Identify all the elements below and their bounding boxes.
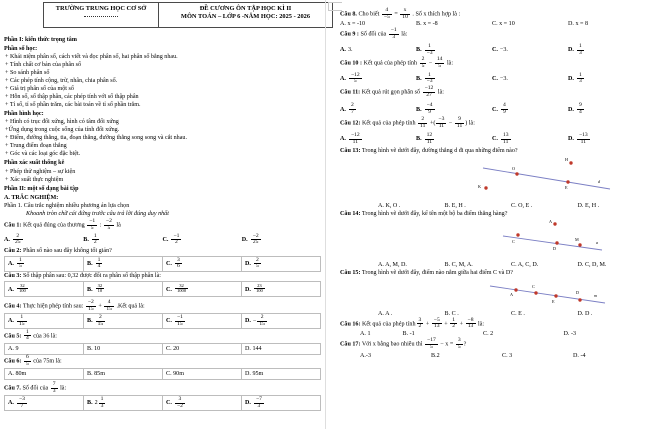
q16-operator-3: + bbox=[459, 321, 464, 328]
question-12 bbox=[340, 117, 644, 129]
page-corner-marker bbox=[328, 2, 342, 11]
q12-fraction-1: $\frac{2}{11}$ bbox=[420, 115, 426, 129]
q1-operator: : bbox=[99, 222, 102, 229]
question-10 bbox=[340, 57, 644, 69]
q10-fraction-2: $\frac{14}{5}$ bbox=[436, 56, 443, 69]
q4-option-b[interactable]: B. $\frac{2}{15}$ bbox=[84, 313, 163, 328]
q17-fraction-1: $\frac{-17}{5}$ bbox=[427, 337, 436, 350]
question-5 bbox=[4, 330, 321, 342]
q8-tail: . Số x thích hợp là : bbox=[412, 11, 461, 18]
q13-option-d[interactable]: D. E, H . bbox=[577, 202, 600, 209]
q15-point-D bbox=[578, 298, 581, 301]
geo-item-2: + Điểm, đường thẳng, tia, đoạn thẳng, đường thẳng song song và cắt nhau. bbox=[5, 135, 188, 142]
q7-option-a[interactable]: A. $\frac{-3}{7}$ bbox=[5, 396, 84, 411]
question-13 bbox=[340, 147, 644, 155]
q15-label-A: A bbox=[510, 291, 514, 297]
question-2 bbox=[4, 247, 321, 255]
q4-label: Câu 4: bbox=[4, 303, 22, 310]
q2-option-c[interactable]: C. $\frac{3}{6}$ bbox=[163, 256, 242, 271]
exam-title-line1: ĐỀ CƯƠNG ÔN TẬP HỌC KÌ II bbox=[199, 5, 292, 12]
q1-option-d[interactable]: D. $\frac{-2}{25}$ bbox=[241, 232, 259, 246]
q2-text: Phân số nào sau đây không tối giản? bbox=[22, 248, 112, 254]
q14-label-C: C bbox=[512, 238, 515, 244]
q3-option-a[interactable]: A. $\frac{32}{100}$ bbox=[5, 281, 84, 296]
q17-options bbox=[340, 353, 644, 359]
q5-option-b[interactable]: B. 10 bbox=[84, 343, 163, 354]
part1-heading: Phần I: kiến thức trọng tâm bbox=[4, 37, 77, 43]
q17-option-a[interactable]: A.-3 bbox=[360, 352, 372, 359]
q13-option-c[interactable]: C. O, E . bbox=[511, 202, 533, 209]
q15-option-d[interactable]: D. D . bbox=[577, 310, 593, 317]
q14-option-c[interactable]: C. A, C, D. bbox=[511, 261, 539, 268]
q8-text: Cho biết bbox=[358, 11, 380, 18]
q11-option-a[interactable]: A. $\frac{2}{7}$ bbox=[340, 102, 354, 116]
q7-text: Số đối của bbox=[22, 385, 49, 392]
q8-option-b[interactable]: B. x = -8 bbox=[416, 21, 438, 28]
q8-equals: = bbox=[394, 11, 398, 18]
q7-option-d[interactable]: D. $\frac{-7}{3}$ bbox=[242, 396, 321, 411]
arith-item-3: + Các phép tính cộng, trừ, nhân, chia phân số. bbox=[5, 78, 118, 85]
q4-tail: .Kết quả là: bbox=[116, 303, 145, 310]
q13-figure bbox=[340, 156, 644, 202]
q9-option-d[interactable]: D. $\frac{1}{3}$ bbox=[568, 42, 582, 56]
q14-line-label: a bbox=[596, 239, 599, 245]
q6-fraction: $\frac{6}{5}$ bbox=[25, 354, 29, 367]
q2-option-b[interactable]: B. $\frac{1}{4}$ bbox=[84, 256, 163, 271]
q13-point-E bbox=[566, 180, 569, 183]
q6-label: Câu 6: bbox=[4, 358, 22, 365]
q10-option-a[interactable]: A. $\frac{-12}{5}$ bbox=[340, 71, 360, 85]
q13-option-b[interactable]: B. E, H . bbox=[444, 202, 466, 209]
q3-label: Câu 3: bbox=[4, 273, 22, 280]
q11-options bbox=[340, 103, 644, 115]
q13-option-a[interactable]: A. K, O . bbox=[378, 202, 401, 209]
q4-text: Thực hiện phép tính sau: bbox=[22, 303, 84, 310]
stat-item-1: + Xác suất thực nghiệm bbox=[5, 176, 64, 183]
header-title-cell bbox=[159, 3, 333, 28]
arith-item-6: + Tỉ số, tỉ số phần trăm, các bài toán về tỉ số phần trăm. bbox=[5, 102, 141, 109]
q14-label-D: D bbox=[553, 245, 557, 251]
q15-figure bbox=[340, 278, 644, 310]
q16-fraction-1: $\frac{3}{2}$ bbox=[418, 316, 422, 330]
q1-option-c[interactable]: C. $\frac{-1}{2}$ bbox=[162, 232, 180, 246]
q6-option-b[interactable]: B. 85m bbox=[84, 369, 163, 380]
q1-tail: là bbox=[116, 222, 121, 229]
exam-title-line2: MÔN TOÁN – LỚP 6 -NĂM HỌC: 2025 - 2026 bbox=[180, 13, 311, 20]
q11-text: Kết quả rút gọn phân số bbox=[361, 89, 421, 96]
q17-option-d[interactable]: D. -4 bbox=[573, 352, 586, 359]
q9-fraction: $\frac{-1}{3}$ bbox=[390, 27, 397, 41]
header-divider bbox=[84, 16, 118, 17]
q4-option-a[interactable]: A. $\frac{1}{15}$ bbox=[5, 313, 84, 328]
stat-item-0: + Phép thử nghiệm – sự kiện bbox=[5, 168, 76, 175]
geo-item-0: + Hình có trục đối xứng, hình có tâm đối xứng bbox=[5, 119, 119, 126]
q1-text: Kết quả đúng của thương bbox=[22, 222, 85, 229]
q4-option-d[interactable]: D. − $\frac{2}{15}$ bbox=[242, 313, 321, 328]
question-15 bbox=[340, 269, 644, 277]
q15-line-m bbox=[490, 283, 605, 303]
q8-fraction-1: $\frac{4}{-5}$ bbox=[383, 7, 390, 20]
q17-option-b[interactable]: B.2 bbox=[431, 352, 440, 359]
q16-label: Câu 16: bbox=[340, 321, 361, 328]
q9-option-c[interactable]: C. −3. bbox=[492, 47, 508, 54]
q9-option-b[interactable]: B. $\frac{1}{-3}$ bbox=[416, 42, 433, 56]
q16-fraction-2: $\frac{-5}{13}$ bbox=[433, 316, 440, 330]
question-4 bbox=[4, 300, 321, 312]
q8-option-c[interactable]: C. x = 10 bbox=[492, 21, 515, 28]
q11-fraction: $\frac{-12}{27}$ bbox=[424, 85, 434, 98]
q12-operator-2: − bbox=[448, 120, 453, 127]
q5-text: của 36 là: bbox=[33, 333, 57, 340]
q3-option-d[interactable]: D. $\frac{23}{100}$ bbox=[242, 281, 321, 296]
q14-point-M bbox=[578, 243, 581, 246]
q15-label-D: D bbox=[576, 289, 580, 295]
statistics-heading: Phần xác suất thống kê bbox=[4, 160, 65, 167]
q7-option-c[interactable]: C. $\frac{3}{-2}$ bbox=[163, 396, 242, 411]
q10-label: Câu 10 : bbox=[340, 60, 363, 67]
q15-point-A bbox=[514, 288, 517, 291]
q1-fraction-1: $\frac{-1}{5}$ bbox=[89, 218, 96, 231]
q15-label-E: E bbox=[552, 298, 555, 304]
q6-options bbox=[4, 368, 321, 380]
q7-option-b[interactable]: B. 2 $\frac{1}{3}$ bbox=[84, 396, 163, 411]
q16-text: Kết quả của phép tính bbox=[362, 321, 416, 328]
q14-point-D bbox=[555, 241, 558, 244]
question-11 bbox=[340, 86, 644, 98]
q15-line-label: m bbox=[594, 292, 598, 298]
q12-fraction-2: $\frac{-3}{11}$ bbox=[438, 115, 445, 129]
q5-options bbox=[4, 343, 321, 355]
q15-point-C bbox=[534, 291, 537, 294]
q10-fraction-1: $\frac{2}{5}$ bbox=[421, 56, 425, 69]
q9-option-a[interactable]: A. 3. bbox=[340, 47, 353, 54]
q10-option-b[interactable]: B. $\frac{1}{-3}$ bbox=[416, 71, 433, 85]
q4-fraction-2: $\frac{4}{15}$ bbox=[106, 298, 112, 312]
q9-tail: là: bbox=[401, 31, 408, 38]
q13-label-K: K bbox=[478, 183, 482, 189]
q9-label: Câu 9 : bbox=[340, 31, 359, 38]
q16-option-a[interactable]: A. 1 bbox=[360, 331, 371, 338]
q8-option-d[interactable]: D. x = 8 bbox=[568, 21, 589, 28]
q15-label-C: C bbox=[532, 283, 535, 289]
q12-paren-open: ( bbox=[433, 120, 436, 127]
q14-point-A bbox=[553, 222, 556, 225]
question-1 bbox=[4, 219, 321, 231]
q16-fraction-3: $\frac{1}{2}$ bbox=[452, 316, 456, 330]
q12-option-a[interactable]: A. $\frac{-12}{11}$ bbox=[340, 132, 360, 145]
q15-point-E bbox=[554, 294, 557, 297]
q13-label: Câu 13: bbox=[340, 147, 361, 154]
q14-options bbox=[340, 262, 644, 268]
question-6 bbox=[4, 355, 321, 367]
q16-operator-1: + bbox=[425, 321, 430, 328]
q12-fraction-3: $\frac{9}{11}$ bbox=[456, 115, 463, 129]
q11-label: Câu 11: bbox=[340, 89, 361, 96]
q12-option-c[interactable]: C. $\frac{13}{11}$ bbox=[492, 132, 509, 145]
q3-option-c[interactable]: C. $\frac{32}{1000}$ bbox=[163, 281, 242, 296]
q16-option-c[interactable]: C. 2 bbox=[483, 331, 494, 338]
q11-option-b[interactable]: B. $\frac{-4}{9}$ bbox=[416, 102, 433, 116]
q10-text: Kết quả của phép tính bbox=[363, 60, 418, 67]
arithmetic-heading: Phần số học: bbox=[4, 46, 38, 53]
q17-operator: − x = bbox=[440, 341, 454, 348]
q3-option-b[interactable]: B. $\frac{32}{10}$ bbox=[84, 281, 163, 296]
q14-text: Trong hình vẽ dưới đây, kể tên một bộ ba điểm thẳng hàng? bbox=[361, 210, 508, 217]
question-3 bbox=[4, 272, 321, 280]
q12-text: Kết quả của phép tính bbox=[362, 120, 416, 127]
q10-operator: − bbox=[428, 60, 433, 67]
q10-option-c[interactable]: C. −3. bbox=[492, 75, 508, 82]
q13-line-d bbox=[483, 165, 610, 189]
q11-option-c[interactable]: C. $\frac{4}{9}$ bbox=[492, 102, 506, 116]
q9-text: Số đối của bbox=[360, 31, 387, 38]
q6-text: của 75m là: bbox=[33, 358, 62, 365]
q15-option-a[interactable]: A. A . bbox=[378, 310, 393, 317]
q14-label: Câu 14: bbox=[340, 210, 361, 217]
q14-option-b[interactable]: B. C, M, A. bbox=[444, 261, 473, 268]
q15-option-b[interactable]: B. C . bbox=[444, 310, 459, 317]
q13-point-H bbox=[569, 161, 572, 164]
arith-item-5: + Hỗn số, số thập phân, các phép tính với số thập phân bbox=[5, 94, 139, 101]
q14-label-A: A bbox=[549, 218, 553, 224]
q1-options bbox=[4, 234, 321, 246]
geometry-heading: Phần hình học: bbox=[4, 111, 44, 118]
q3-options bbox=[4, 281, 321, 297]
q7-fraction: $\frac{7}{3}$ bbox=[52, 381, 56, 394]
question-17 bbox=[340, 338, 644, 350]
instruction-text: Khoanh tròn chữ cái đứng trước câu trả lời đúng duy nhất bbox=[26, 210, 169, 217]
q1-fraction-2: $\frac{-2}{5}$ bbox=[105, 218, 112, 231]
q12-operator-1: + bbox=[429, 120, 434, 127]
q12-tail: là: bbox=[468, 120, 475, 127]
q4-fraction-1: $\frac{-2}{15}$ bbox=[87, 298, 94, 312]
q5-option-a[interactable]: A. 9 bbox=[5, 343, 84, 354]
q11-tail: là: bbox=[437, 89, 444, 96]
q16-options bbox=[340, 331, 644, 337]
q1-option-a[interactable]: A. $\frac{2}{25}$ bbox=[4, 232, 21, 246]
geo-item-1: +Ứng dụng trong cuộc sống của tính đối xứng. bbox=[5, 127, 120, 134]
q13-label-O: O bbox=[512, 165, 516, 171]
q1-label: Câu 1: bbox=[4, 222, 22, 229]
q8-options bbox=[340, 21, 644, 27]
q14-figure bbox=[340, 219, 644, 261]
phan1-heading: Phần 1. Câu trắc nghiệm nhiều phương án lựa chọn bbox=[4, 202, 130, 209]
q13-text: Trong hình vẽ dưới đây, đường thẳng d đi qua những điểm nào? bbox=[361, 147, 518, 154]
q16-option-d[interactable]: D. -3 bbox=[563, 331, 577, 338]
q17-tail: ? bbox=[463, 341, 467, 348]
q13-options bbox=[340, 203, 644, 209]
question-9 bbox=[340, 28, 644, 40]
q14-point-C bbox=[516, 233, 519, 236]
question-14 bbox=[340, 210, 644, 218]
q3-text: Số thập phân sau: 0,32 được đổi ra phân số thập phân là: bbox=[22, 273, 161, 280]
q10-options bbox=[340, 73, 644, 85]
q4-options bbox=[4, 313, 321, 329]
document-header-table bbox=[43, 2, 333, 28]
q15-option-c[interactable]: C. E . bbox=[511, 310, 525, 317]
question-8 bbox=[340, 8, 644, 20]
q17-label: Câu 17: bbox=[340, 341, 361, 348]
q6-option-c[interactable]: C. 90m bbox=[163, 369, 242, 380]
q8-option-a[interactable]: A. x = -10 bbox=[340, 21, 366, 28]
q16-operator-2: + bbox=[444, 321, 448, 328]
q15-text: Trong hình vẽ dưới đây, điểm nào nằm giữa hai điểm C và D? bbox=[361, 269, 513, 276]
right-column bbox=[325, 0, 650, 429]
q10-option-d[interactable]: D. $\frac{1}{3}$ bbox=[568, 71, 582, 85]
q6-option-d[interactable]: D. 95m bbox=[242, 369, 321, 380]
q2-option-a[interactable]: A. $\frac{1}{5}$ bbox=[5, 256, 84, 271]
q5-fraction: $\frac{1}{4}$ bbox=[25, 328, 29, 342]
q11-option-d[interactable]: D. $\frac{9}{4}$ bbox=[568, 102, 582, 116]
q10-tail: là: bbox=[446, 60, 454, 67]
q16-fraction-4: $\frac{-8}{13}$ bbox=[467, 316, 474, 330]
question-7 bbox=[4, 382, 321, 394]
q7-label: Câu 7. bbox=[4, 385, 21, 392]
q12-option-d[interactable]: D. $\frac{-13}{11}$ bbox=[568, 132, 588, 145]
q7-tail: là: bbox=[60, 385, 67, 392]
q13-label-E: E bbox=[565, 184, 568, 190]
q15-label: Câu 15: bbox=[340, 269, 361, 276]
part2-heading: Phần II: một số dạng bài tập bbox=[4, 185, 79, 192]
q6-option-a[interactable]: A. 80m bbox=[5, 369, 84, 380]
q1-option-b[interactable]: B. $\frac{1}{2}$ bbox=[83, 232, 97, 246]
q13-line-label: d bbox=[598, 178, 601, 184]
q17-fraction-2: $\frac{3}{5}$ bbox=[457, 337, 461, 350]
q13-label-H: H bbox=[565, 156, 569, 162]
q8-fraction-2: $\frac{x}{10}$ bbox=[402, 7, 408, 20]
q2-options bbox=[4, 256, 321, 272]
q9-options bbox=[340, 44, 644, 56]
q5-option-c[interactable]: C. 20 bbox=[163, 343, 242, 354]
header-school-cell bbox=[44, 3, 159, 28]
arith-item-2: + So sánh phân số bbox=[5, 70, 50, 77]
q14-option-a[interactable]: A. A, M, D. bbox=[378, 261, 407, 268]
school-name: TRƯỜNG TRUNG HỌC CƠ SỞ bbox=[55, 5, 147, 12]
q7-options bbox=[4, 395, 321, 411]
section-a-heading: A. TRẮC NGHIỆM: bbox=[4, 194, 59, 201]
q16-option-b[interactable]: B. -1 bbox=[402, 331, 415, 338]
arith-item-0: + Khái niệm phân số, cách viết và đọc phân số, hai phân số bằng nhau. bbox=[5, 54, 178, 61]
q13-point-O bbox=[515, 172, 518, 175]
q15-options bbox=[340, 311, 644, 317]
q17-option-c[interactable]: C. 3 bbox=[502, 352, 513, 359]
q4-option-c[interactable]: C. $\frac{-1}{15}$ bbox=[163, 313, 242, 328]
q5-label: Câu 5: bbox=[4, 333, 22, 340]
q14-label-M: M bbox=[575, 236, 579, 242]
geo-item-4: + Góc và các loại góc đặc biệt. bbox=[5, 151, 81, 158]
q16-tail: là: bbox=[478, 321, 485, 328]
q12-paren-close: ) bbox=[465, 120, 468, 127]
q4-operator: + bbox=[98, 303, 102, 310]
arith-item-4: + Giá trị phân số của một số bbox=[5, 86, 74, 93]
q12-options bbox=[340, 133, 644, 145]
q12-label: Câu 12: bbox=[340, 120, 361, 127]
geo-item-3: + Trung điểm đoạn thẳng bbox=[5, 143, 67, 150]
q2-label: Câu 2: bbox=[4, 248, 22, 254]
q2-option-d[interactable]: D. $\frac{2}{5}$ bbox=[242, 256, 321, 271]
q5-option-d[interactable]: D. 144 bbox=[242, 343, 321, 354]
q17-text: Với x bằng bao nhiêu thì bbox=[361, 341, 423, 348]
q8-label: Câu 8. bbox=[340, 11, 357, 18]
q14-option-d[interactable]: D. C, D, M. bbox=[577, 261, 607, 268]
q13-point-K bbox=[484, 186, 487, 189]
question-16 bbox=[340, 318, 644, 330]
q12-option-b[interactable]: B. $\frac{12}{11}$ bbox=[416, 132, 433, 145]
arith-item-1: + Tính chất cơ bản của phân số bbox=[5, 62, 82, 69]
